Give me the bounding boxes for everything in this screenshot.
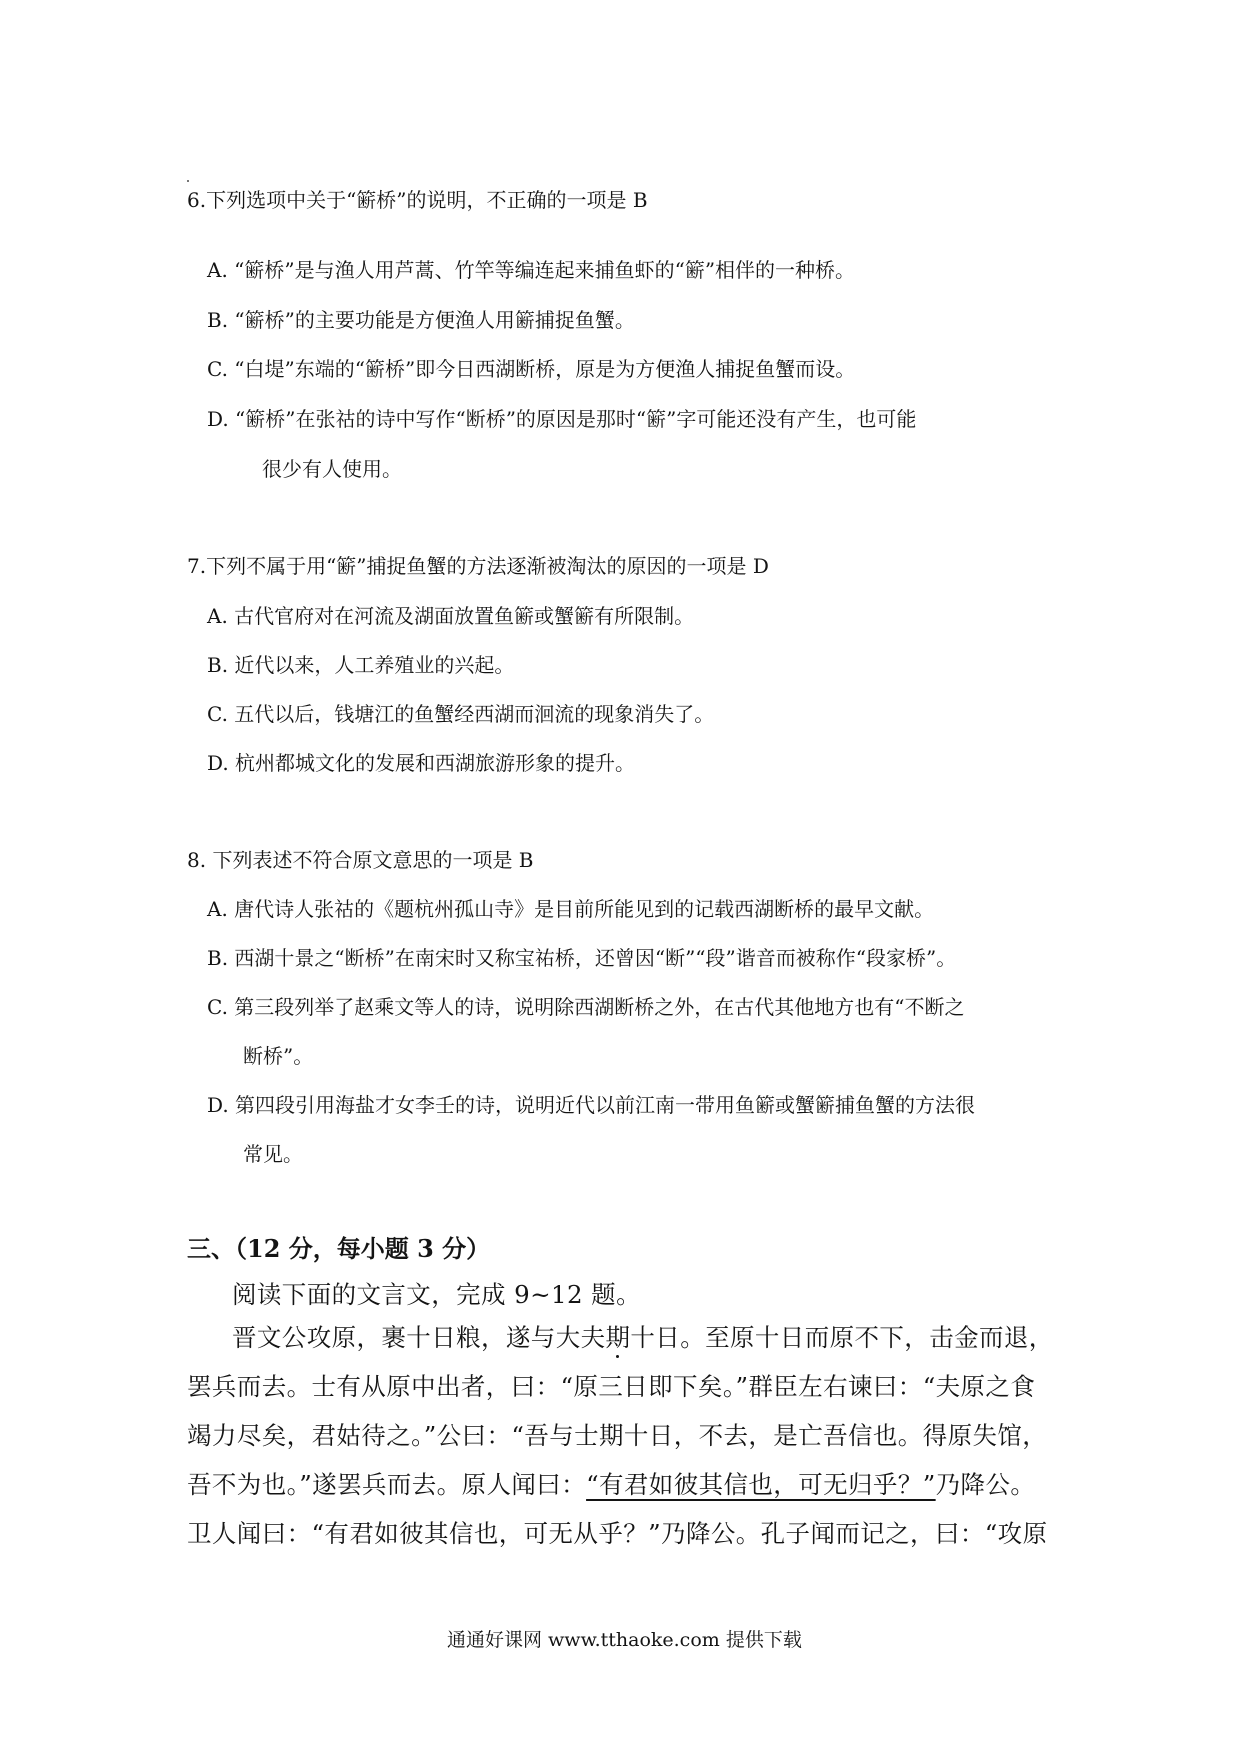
q7-option-a: A. 古代官府对在河流及湖面放置鱼簖或蟹簖有所限制。 (207, 604, 695, 628)
q7-stem: 7.下列不属于用“簖”捕捉鱼蟹的方法逐渐被淘汰的原因的一项是 D (187, 554, 769, 578)
q7-option-d: D. 杭州都城文化的发展和西湖旅游形象的提升。 (207, 751, 636, 775)
q7-option-c: C. 五代以后，钱塘江的鱼蟹经西湖而洄流的现象消失了。 (207, 702, 715, 726)
passage-line-2: 罢兵而去。士有从原中出者，曰：“原三日即下矣。”群臣左右谏曰：“夫原之食 (187, 1372, 1036, 1401)
q8-option-d-continuation: 常见。 (243, 1142, 303, 1166)
q6-option-d: D. “簖桥”在张祜的诗中写作“断桥”的原因是那时“簖”字可能还没有产生，也可能 (207, 407, 917, 431)
q6-option-d-continuation: 很少有人使用。 (262, 457, 402, 481)
q8-option-c: C. 第三段列举了赵乘文等人的诗，说明除西湖断桥之外，在古代其他地方也有“不断之 (207, 995, 965, 1019)
q7-option-b: B. 近代以来，人工养殖业的兴起。 (207, 653, 515, 677)
q8-option-a: A. 唐代诗人张祜的《题杭州孤山寺》是目前所能见到的记载西湖断桥的最早文献。 (207, 897, 935, 921)
q8-stem: 8. 下列表述不符合原文意思的一项是 B (187, 848, 534, 872)
q8-option-b: B. 西湖十景之“断桥”在南宋时又称宝祐桥，还曾因“断”“段”谐音而被称作“段家桥”。 (207, 946, 957, 970)
q6-option-c: C. “白堤”东端的“簖桥”即今日西湖断桥，原是为方便渔人捕捉鱼蟹而设。 (207, 357, 856, 381)
q6-stem: 6.下列选项中关于“簖桥”的说明，不正确的一项是 B (187, 188, 648, 212)
section-intro: 阅读下面的文言文，完成 9~12 题。 (232, 1280, 641, 1309)
emphasis-dotted-char: 期 (605, 1323, 631, 1352)
passage-line-3: 竭力尽矣，君姑待之。”公曰：“吾与士期十日，不去，是亡吾信也。得原失馆， (187, 1421, 1048, 1450)
passage-line-4 (187, 1468, 1035, 1502)
passage-line-4-part-a: 吾不为也。”遂罢兵而去。原人闻曰： (187, 1470, 587, 1499)
passage-line-1-part-a: 晋文公攻原，裹十日粮，遂与大夫 (232, 1323, 606, 1352)
scan-speck (187, 180, 189, 182)
underlined-sentence: “有君如彼其信也，可无归乎？” (586, 1470, 936, 1499)
passage-line-1-part-b: 十日。至原十日而原不下，击金而退， (630, 1323, 1054, 1352)
passage-line-1 (232, 1321, 1054, 1355)
passage-line-5: 卫人闻曰：“有君如彼其信也，可无从乎？”乃降公。孔子闻而记之，曰：“攻原 (187, 1519, 1048, 1548)
q8-option-d: D. 第四段引用海盐才女李壬的诗，说明近代以前江南一带用鱼簖或蟹簖捕鱼蟹的方法很 (207, 1093, 976, 1117)
passage-line-4-part-b: 乃降公。 (935, 1470, 1036, 1499)
page-footer: 通通好课网 www.tthaoke.com 提供下载 (447, 1629, 802, 1651)
q8-option-c-continuation: 断桥”。 (243, 1044, 314, 1068)
section-heading: 三、（12 分，每小题 3 分） (187, 1234, 491, 1263)
q6-option-a: A. “簖桥”是与渔人用芦蒿、竹竿等编连起来捕鱼虾的“簖”相伴的一种桥。 (207, 258, 856, 282)
q6-option-b: B. “簖桥”的主要功能是方便渔人用簖捕捉鱼蟹。 (207, 308, 635, 332)
